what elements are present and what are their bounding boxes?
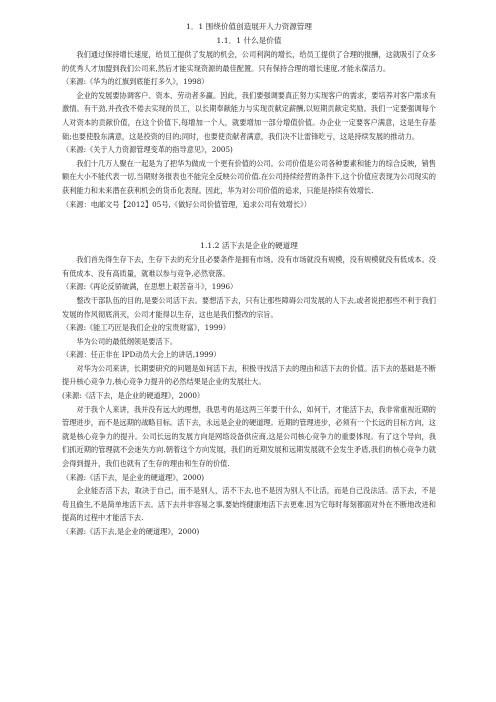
paragraph: 我们首先得生存下去，生存下去的充分且必要条件是拥有市场。没有市场就没有规模，没有规模就没有低成本。没有低成本、没有高质量，就难以参与竞争,必然衰落。	[62, 255, 436, 278]
paragraph: 对华为公司来讲，长期要研究的问题是如何活下去，积极寻找活下去的理由和活下去的价值。活下去的基础是不断提升核心竞争力,核心竞争力提升的必然结果是企业的发展壮大。	[62, 363, 436, 387]
source-citation: （来源:《活下去,是企业的硬道理》，2000)	[62, 527, 200, 536]
source-citation: （来源:《再论反骄破满，在思想上艰苦奋斗》，1996）	[62, 282, 238, 292]
subsection-heading: 1.1.2 活下去是企业的硬道理	[200, 241, 298, 251]
paragraph: 华为公司的最低纲领是要活下。	[76, 336, 178, 346]
paragraph: 整改干部队伍的目的,是要公司活下去。要想活下去，只有让那些障碍公司发展的人下去,或者说把那些不利于我们发展的作风彻底消灭，公司才能得以生存，这也是我们整改的宗旨。	[62, 295, 436, 319]
paragraph: 我们十几万人聚在一起是为了把华为做成一个更有价值的公司。公司价值是公司各种要素和能力的综合反映，销售额在大小不能代表一切,当期财务报表也不能完全反映公司价值.在公司持续经营的条件下,这个价值应表现为公司现实的获利能力和未来潜在获利机会的货币化表现。因此，华为对公司价值的追求，只能是持续有效增长.	[62, 158, 436, 195]
source-citation: （来源:《华为的红旗到底能打多久》，1998）	[62, 77, 209, 87]
subsection-heading: 1.1．1 什么是价值	[216, 36, 282, 45]
spacer	[62, 211, 436, 239]
paragraph: 企业能否活下去，取决于自己，而不是别人，活不下去,也不是因为别人不让活，而是自己没法活。活下去，不是苟且偷生,不是简单地活下去。活下去并非容易之事,要始终健康地活下去更难.因为它每时每刻都面对外在不断地改进和提高的过程中才能活下去.	[62, 486, 436, 523]
source-citation: （来源：任正非在 IPD动员大会上的讲话,1999）	[62, 350, 221, 360]
source-citation: (来源:《活下去，是企业的硬道理》，2000）	[62, 391, 205, 401]
source-citation: （来源:《活下去，是企业的硬道理》，2000)	[62, 472, 205, 482]
source-citation: （来源:《能工巧匠是我们企业的宝贵财富》，1999）	[62, 323, 231, 333]
source-citation: （来源:《关于人力资源管理变革的指导意见》，2005)	[62, 145, 233, 155]
paragraph: 我们通过保持增长速度，给员工提供了发展的机会，公司利润的增长，给员工提供了合理的报酬，这就吸引了众多的优秀人才加盟到我们公司来,然后才能实现资源的最佳配置。只有保持合理的增长速度,才能永葆活力。	[62, 50, 436, 73]
paragraph: 对于我个人来讲，我并没有远大的理想，我思考的是这两三年要干什么，如何干，才能活下去，我非常重视近期的管理进步，而不是远期的战略目标。活下去，永远是企业的硬道理。近期的管理进步，必须有一个长远的目标方向，这就是核心竞争力的提升。公司长远的发展方向是网络设备供应商,这是公司核心竞争力的重要体现。有了这个导向，我们抓近期的管理就不会迷失方向.朝着这个方向发展，我们的近期发展和远期发展就不会发生矛盾,我们的核心竞争力就会得到提升，我们也就有了生存的理由和生存的价值.	[62, 404, 436, 469]
section-heading: 1．1 围绕价值创造展开人力资源管理	[186, 22, 312, 31]
source-citation: （来源：电邮文号【2012】05号,《做好公司价值管理，追求公司有效增长》）	[62, 199, 311, 209]
paragraph: 企业的发展要协调客户、资本、劳动者多赢。因此，我们要强调要真正努力实现客户的需求，要培养对客户需求有激情。有干劲,并孜孜不倦去实现的员工，以长期奉献能力与实现贡献定薪酬,以短期贡献定奖励。我们一定要强调每个人对资本的贡献价值，在这个价值下,每增加一个人，就要增加一部分增值价值。办企业一定要客户满意，这是生存基础;也要使股东满意，这是投资的目的;同时，也要使贡献者满意，我们决不让雷锋吃亏，这是持续发展的推动力。	[62, 90, 436, 141]
